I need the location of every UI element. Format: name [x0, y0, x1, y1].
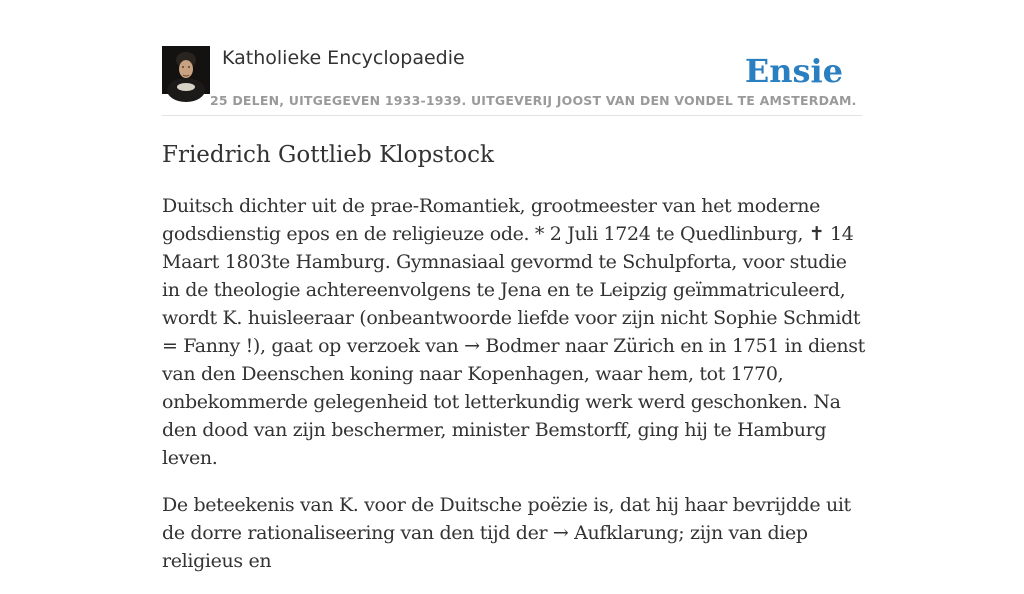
source-title[interactable]: Katholieke Encyclopaedie [222, 47, 465, 69]
portrait-image [162, 46, 210, 94]
source-subtitle: 25 DELEN, UITGEGEVEN 1933-1939. UITGEVERIJ JOOST VAN DEN VONDEL TE AMSTERDAM. [210, 93, 857, 108]
article-paragraph: De beteekenis van K. voor de Duitsche poëzie is, dat hij haar bevrijdde uit de dorre rationaliseering van den tijd der → Aufklarung; zijn van diep religieus en [162, 494, 851, 572]
article-body [162, 192, 867, 594]
source-header [162, 46, 862, 116]
article-paragraph: Duitsch dichter uit de prae-Romantiek, grootmeester van het moderne godsdienstig epos en de religieuze ode. * 2 Juli 1724 te Quedlinburg, ✝ 14 Maart 1803te Hamburg. Gymnasiaal gevormd te Schulpforta, voor studie in de theologie achtereenvolgens te Jena en te Leipzig geïmmatriculeerd, wordt K. huisleeraar (onbeantwoorde liefde voor zijn nicht Sophie Schmidt = Fanny !), gaat op verzoek van → Bodmer naar Zürich en in 1751 in dienst van den Deenschen koning naar Kopenhagen, waar hem, tot 1770, onbekommerde gelegenheid tot letterkundig werk werd geschonken. Na den dood van zijn beschermer, minister Bemstorff, ging hij te Hamburg leven. [162, 195, 865, 469]
article-title: Friedrich Gottlieb Klopstock [162, 142, 494, 168]
ensie-logo-link[interactable]: Ensie [744, 52, 843, 90]
source-avatar[interactable] [162, 46, 210, 94]
